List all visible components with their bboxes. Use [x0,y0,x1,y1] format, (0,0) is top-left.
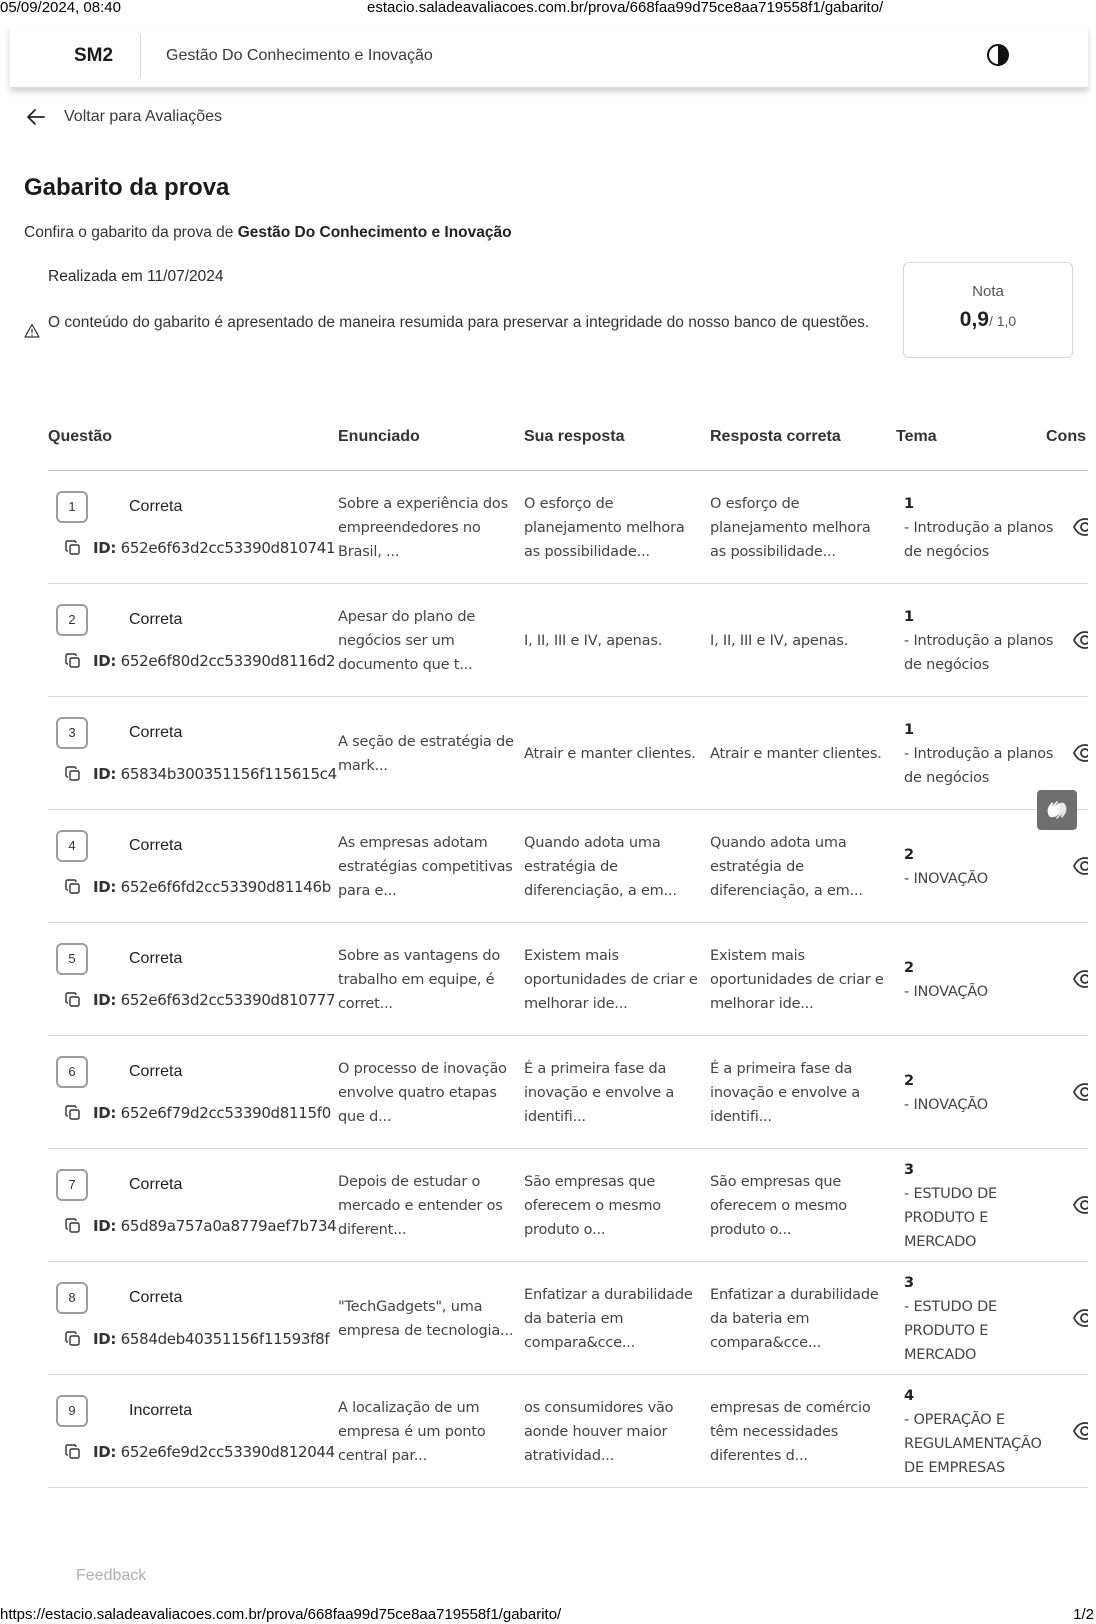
correct-answer-cell [710,471,890,584]
theme-number: 3 [904,1274,914,1291]
id-label: ID: [93,1443,117,1461]
id-value: 652e6f6fd2cc53390d81146b [120,878,331,896]
theme-cell [904,1036,1054,1149]
table-row [48,471,1088,584]
theme-text [904,492,1054,564]
your-answer-text: É a primeira fase da inovação e envolve a identifi... [524,1060,675,1125]
correct-answer-cell [710,1262,890,1375]
theme-name: - ESTUDO DE PRODUTO E MERCADO [904,1298,997,1363]
copy-icon[interactable] [64,652,82,670]
col-header-theme: Tema [896,428,937,445]
correct-answer-cell [710,810,890,923]
back-to-evaluations-link[interactable] [24,104,222,130]
id-label: ID: [93,1104,117,1122]
theme-number: 1 [904,608,914,625]
your-answer-cell [524,471,704,584]
id-label: ID: [93,765,117,783]
theme-text [904,1384,1054,1480]
eye-icon[interactable] [1072,966,1088,992]
your-answer-text: Quando adota uma estratégia de diferenciação, a em... [524,834,677,899]
answer-status: Correta [129,1289,183,1306]
brand-logo[interactable]: SM2 [74,45,114,66]
eye-icon[interactable] [1072,740,1088,766]
answer-status: Correta [129,1176,183,1193]
question-id [93,539,335,557]
question-id [93,1217,336,1235]
print-url: estacio.saladeavaliacoes.com.br/prova/668faa99d75ce8aa719558f1/gabarito/ [367,0,884,16]
question-number: 6 [56,1056,88,1088]
table-row [48,923,1088,1036]
eye-icon[interactable] [1072,1192,1088,1218]
statement-cell [338,810,518,923]
your-answer-text: I, II, III e IV, apenas. [524,632,663,649]
statement-text: O processo de inovação envolve quatro etapas que d... [338,1060,507,1125]
question-number: 8 [56,1282,88,1314]
grade-value-line [904,308,1072,332]
statement-text: Sobre as vantagens do trabalho em equipe, é corret... [338,947,501,1012]
theme-name: - Introdução a planos de negócios [904,632,1054,673]
question-number: 3 [56,717,88,749]
sign-language-button[interactable] [1037,790,1077,830]
theme-cell [904,584,1054,697]
your-answer-text: São empresas que oferecem o mesmo produto o... [524,1173,661,1238]
statement-text: A localização de um empresa é um ponto central par... [338,1399,486,1464]
statement-text: "TechGadgets", uma empresa de tecnologia... [338,1298,514,1339]
statement-cell [338,1149,518,1262]
question-id [93,878,331,896]
answer-status: Correta [129,950,183,967]
contrast-icon[interactable] [986,43,1010,67]
id-value: 652e6fe9d2cc53390d812044 [120,1443,335,1461]
grade-card [903,262,1073,358]
table-row [48,1375,1088,1488]
copy-icon[interactable] [64,991,82,1009]
top-navbar [10,26,1088,88]
course-title: Gestão Do Conhecimento e Inovação [166,47,433,64]
your-answer-cell [524,810,704,923]
notice-text: O conteúdo do gabarito é apresentado de maneira resumida para preservar a integridade do nosso banco de questões. [48,314,870,331]
correct-answer-text: Existem mais oportunidades de criar e melhorar ide... [710,947,884,1012]
answer-status: Incorreta [129,1402,193,1419]
theme-text [904,843,988,891]
arrow-left-icon [24,105,48,129]
answer-key-table [48,420,1088,1488]
your-answer-cell [524,1036,704,1149]
copy-icon[interactable] [64,878,82,896]
your-answer-cell [524,923,704,1036]
table-row [48,697,1088,810]
correct-answer-text: Enfatizar a durabilidade da bateria em compara&cce... [710,1286,879,1351]
id-value: 65d89a757a0a8779aef7b734 [120,1217,337,1235]
correct-answer-text: É a primeira fase da inovação e envolve a identifi... [710,1060,861,1125]
id-label: ID: [93,991,117,1009]
your-answer-text: Existem mais oportunidades de criar e melhorar ide... [524,947,698,1012]
statement-cell [338,923,518,1036]
theme-cell [904,923,1054,1036]
correct-answer-cell [710,1375,890,1488]
table-header [48,420,1088,471]
theme-text [904,956,988,1004]
correct-answer-cell [710,697,890,810]
question-number: 9 [56,1395,88,1427]
theme-name: - OPERAÇÃO E REGULAMENTAÇÃO DE EMPRESAS [904,1411,1042,1476]
answer-status: Correta [129,611,183,628]
col-header-question: Questão [48,428,113,445]
eye-icon[interactable] [1072,1418,1088,1444]
id-label: ID: [93,1330,117,1348]
answer-status: Correta [129,837,183,854]
table-row [48,1262,1088,1375]
statement-text: Sobre a experiência dos empreendedores no Brasil, ... [338,495,508,560]
theme-cell [904,810,1054,923]
copy-icon[interactable] [64,1443,82,1461]
theme-name: - Introdução a planos de negócios [904,519,1054,560]
theme-cell [904,1375,1054,1488]
theme-number: 2 [904,959,914,976]
table-body [48,471,1088,1488]
id-label: ID: [93,1217,117,1235]
theme-number: 1 [904,495,914,512]
theme-cell [904,471,1054,584]
your-answer-cell [524,697,704,810]
warning-icon [24,323,40,339]
statement-text: Apesar do plano de negócios ser um documento que t... [338,608,476,673]
your-answer-text: Atrair e manter clientes. [524,745,696,762]
correct-answer-cell [710,1149,890,1262]
table-row [48,1036,1088,1149]
statement-cell [338,1262,518,1375]
col-header-consult: Cons [1046,428,1086,445]
correct-answer-text: São empresas que oferecem o mesmo produto o... [710,1173,847,1238]
correct-answer-cell [710,923,890,1036]
table-row [48,584,1088,697]
correct-answer-cell [710,584,890,697]
your-answer-cell [524,584,704,697]
theme-name: - ESTUDO DE PRODUTO E MERCADO [904,1185,997,1250]
correct-answer-text: Quando adota uma estratégia de diferenciação, a em... [710,834,863,899]
back-label: Voltar para Avaliações [64,108,223,125]
question-id [93,765,337,783]
question-id [93,991,335,1009]
print-datetime: 05/09/2024, 08:40 [0,0,121,16]
theme-name: - INOVAÇÃO [904,870,988,887]
question-number: 2 [56,604,88,636]
theme-name: - INOVAÇÃO [904,1096,988,1113]
id-label: ID: [93,878,117,896]
page-title: Gabarito da prova [24,174,230,201]
theme-text [904,718,1054,790]
subtitle-course: Gestão Do Conhecimento e Inovação [237,224,512,241]
copy-icon[interactable] [64,539,82,557]
question-id [93,1443,335,1461]
col-header-your-answer: Sua resposta [524,428,625,445]
statement-cell [338,471,518,584]
theme-name: - Introdução a planos de negócios [904,745,1054,786]
theme-text [904,1069,988,1117]
print-header [0,0,1096,16]
copy-icon[interactable] [64,765,82,783]
col-header-correct-answer: Resposta correta [710,428,841,445]
your-answer-cell [524,1375,704,1488]
your-answer-cell [524,1149,704,1262]
id-value: 6584deb40351156f11593f8f [120,1330,330,1348]
correct-answer-text: Atrair e manter clientes. [710,745,882,762]
your-answer-text: os consumidores vão aonde houver maior atratividad... [524,1399,674,1464]
print-page-number: 1/2 [1073,1606,1094,1623]
page-subtitle [24,224,512,242]
answer-status: Correta [129,498,183,515]
print-footer [0,1606,1096,1624]
question-number: 5 [56,943,88,975]
grade-max: / 1,0 [988,313,1017,329]
id-value: 652e6f79d2cc53390d8115f0 [120,1104,331,1122]
copy-icon[interactable] [64,1330,82,1348]
copy-icon[interactable] [64,1217,82,1235]
grade-label: Nota [972,283,1004,300]
theme-cell [904,1149,1054,1262]
your-answer-text: O esforço de planejamento melhora as possibilidade... [524,495,685,560]
statement-text: As empresas adotam estratégias competitivas para e... [338,834,513,899]
theme-number: 4 [904,1387,914,1404]
exam-date: Realizada em 11/07/2024 [48,268,224,285]
theme-number: 2 [904,1072,914,1089]
id-label: ID: [93,539,117,557]
sign-language-icon [1037,790,1077,830]
eye-icon[interactable] [1072,514,1088,540]
subtitle-prefix: Confira o gabarito da prova de [24,224,238,241]
statement-cell [338,1036,518,1149]
table-row [48,810,1088,923]
id-value: 652e6f80d2cc53390d8116d2 [120,652,336,670]
grade-value: 0,9 [959,308,989,331]
theme-number: 1 [904,721,914,738]
question-number: 7 [56,1169,88,1201]
your-answer-text: Enfatizar a durabilidade da bateria em compara&cce... [524,1286,693,1351]
statement-cell [338,1375,518,1488]
question-id [93,1330,329,1348]
your-answer-cell [524,1262,704,1375]
eye-icon[interactable] [1072,1079,1088,1105]
question-id [93,1104,331,1122]
answer-status: Correta [129,1063,183,1080]
correct-answer-text: I, II, III e IV, apenas. [710,632,849,649]
theme-text [904,1271,1054,1367]
navbar-divider [140,34,141,78]
summary-notice [24,311,894,335]
id-value: 652e6f63d2cc53390d810777 [120,991,336,1009]
eye-icon[interactable] [1072,853,1088,879]
answer-status: Correta [129,724,183,741]
feedback-link[interactable]: Feedback [76,1567,147,1584]
statement-text: Depois de estudar o mercado e entender os diferent... [338,1173,503,1238]
theme-text [904,1158,1054,1254]
correct-answer-text: O esforço de planejamento melhora as possibilidade... [710,495,871,560]
correct-answer-cell [710,1036,890,1149]
print-footer-url: https://estacio.saladeavaliacoes.com.br/prova/668faa99d75ce8aa719558f1/gabarito/ [0,1606,562,1623]
theme-number: 2 [904,846,914,863]
statement-cell [338,697,518,810]
copy-icon[interactable] [64,1104,82,1122]
col-header-statement: Enunciado [338,428,420,445]
id-label: ID: [93,652,117,670]
question-number: 1 [56,491,88,523]
eye-icon[interactable] [1072,627,1088,653]
theme-text [904,605,1054,677]
id-value: 652e6f63d2cc53390d810741 [120,539,336,557]
id-value: 65834b300351156f115615c4 [120,765,337,783]
statement-text: A seção de estratégia de mark... [338,733,514,774]
eye-icon[interactable] [1072,1305,1088,1331]
question-id [93,652,335,670]
question-number: 4 [56,830,88,862]
statement-cell [338,584,518,697]
correct-answer-text: empresas de comércio têm necessidades diferentes d... [710,1399,871,1464]
theme-number: 3 [904,1161,914,1178]
table-row [48,1149,1088,1262]
theme-cell [904,1262,1054,1375]
theme-cell [904,697,1054,810]
theme-name: - INOVAÇÃO [904,983,988,1000]
